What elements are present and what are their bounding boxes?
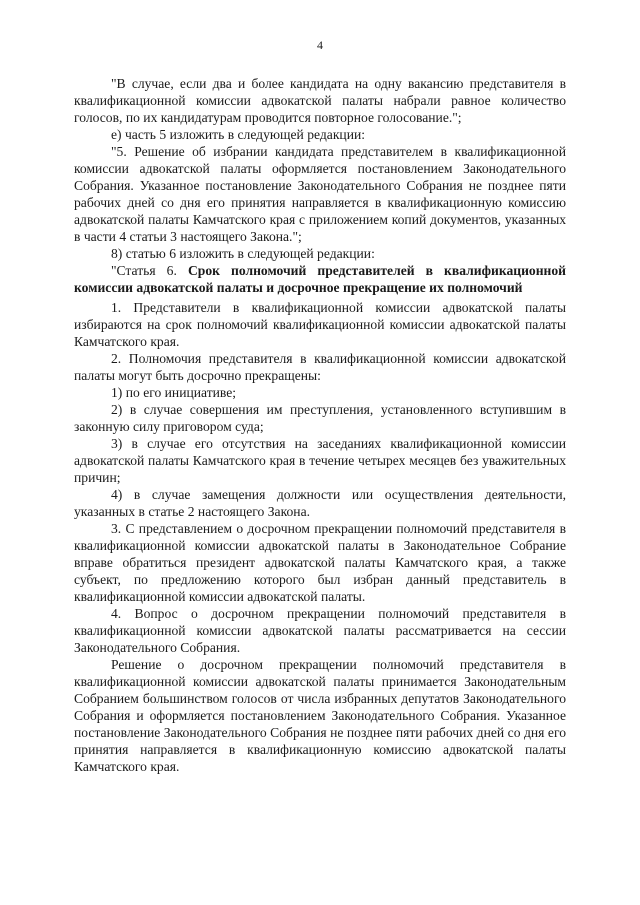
paragraph-part-5-instruction: е) часть 5 изложить в следующей редакции: (111, 127, 366, 142)
article-6-heading (74, 262, 566, 296)
article-subitem-3: 3) в случае его отсутствия на заседаниях квалификационной комиссии адвокатской палаты Камчатского края в течение четырех месяцев без уважительных причин; (74, 436, 566, 485)
article-item-4: 4. Вопрос о досрочном прекращении полномочий представителя в квалификационной комиссии адвокатской палаты рассматривается на сессии Законодательного Собрания. (74, 606, 566, 655)
article-subitem-4: 4) в случае замещения должности или осуществления деятельности, указанных в статье 2 настоящего Закона. (74, 487, 566, 519)
article-item-1: 1. Представители в квалификационной комиссии адвокатской палаты избираются на срок полномочий квалификационной комиссии адвокатской палаты Камчатского края. (74, 300, 566, 349)
article-6-number: "Статья 6. (111, 263, 177, 278)
article-item-3: 3. С представлением о досрочном прекращении полномочий представителя в квалификационной комиссии адвокатской палаты в Законодательное Собрание вправе обратиться президент адвокатской палаты Камчатского края, а также субъект, по предложению которого был избран данный представитель в квалификационной комиссии адвокатской палаты. (74, 521, 566, 604)
article-subitem-2: 2) в случае совершения им преступления, установленного вступившим в законную силу приговором суда; (74, 402, 566, 434)
paragraph-amendment-quote: "В случае, если два и более кандидата на одну вакансию представителя в квалификационной комиссии адвокатской палаты набрали равное количество голосов, по их кандидатурам проводится повторное голосование."; (74, 76, 566, 125)
page-number: 4 (317, 38, 323, 52)
article-item-2: 2. Полномочия представителя в квалификационной комиссии адвокатской палаты могут быть досрочно прекращены: (74, 351, 566, 383)
paragraph-part-5-text: "5. Решение об избрании кандидата представителем в квалификационной комиссии адвокатской палаты оформляется постановлением Законодательного Собрания. Указанное постановление Законодательного Собрания не позднее пяти рабочих дней со дня его принятия направляется в квалификационную комиссию адвокатской палаты Камчатского края с приложением копий документов, указанных в части 4 статьи 3 настоящего Закона."; (74, 144, 566, 244)
article-6-title: Срок полномочий представителей в квалификационной комиссии адвокатской палаты и досрочное прекращение их полномочий (74, 263, 566, 295)
document-body (74, 75, 566, 775)
article-item-4-decision: Решение о досрочном прекращении полномочий представителя в квалификационной комиссии адвокатской палаты принимается Законодательным Собранием большинством голосов от числа избранных депутатов Законодательного Собрания и оформляется постановлением Законодательного Собрания. Указанное постановление Законодательного Собрания не позднее пяти рабочих дней со дня его принятия направляется в квалификационную комиссию адвокатской палаты Камчатского края. (74, 657, 566, 774)
paragraph-article-6-instruction: 8) статью 6 изложить в следующей редакции: (111, 246, 375, 261)
article-subitem-1: 1) по его инициативе; (111, 385, 237, 400)
